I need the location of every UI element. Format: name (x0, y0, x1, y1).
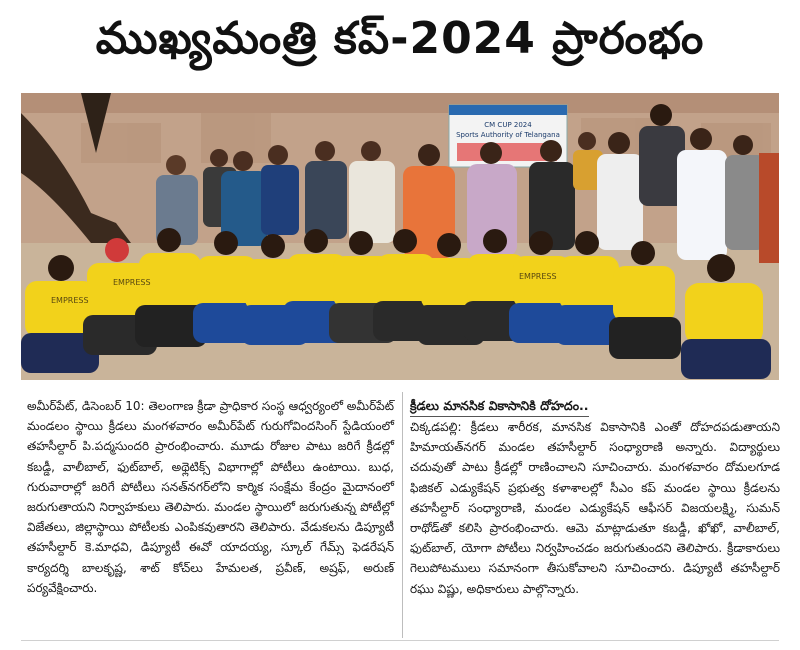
news-photo (21, 93, 779, 380)
column-divider (402, 392, 403, 638)
jersey-text-1: EMPRESS (51, 296, 89, 305)
bottom-rule (21, 640, 779, 641)
article-left-column (27, 396, 394, 598)
jersey-text-3: EMPRESS (519, 272, 557, 281)
article-right-text: చిక్కడపల్లి: క్రీడలు శారీరక, మానసిక వికాసానికి ఎంతో దోహదపడుతాయని హిమాయత్‌నగర్ మండల తహసీల్దార్ సంధ్యారాణి అన్నారు. విద్యార్థులు చదువుతో పాటు క్రీడల్లో రాణించాలని సూచించారు. మంగళవారం దోమలగూడ ఫిజికల్ ఎడ్యుకేషన్ ప్రభుత్వ కళాశాలల్లో సీఎం కప్ మండల స్థాయి క్రీడలను తహసీల్దార్ సంధ్యారాణి, మండల ఎడ్యుకేషన్ ఆఫీసర్ విజయలక్ష్మి, సుమన్ రాథోడ్‌తో కలిసి ప్రారంభించారు. ఆమె మాట్లాడుతూ కబడ్డీ, ఖోఖో, వాలీబాల్, ఫుట్‌బాల్, యోగా పోటీలు నిర్వహించడం జరుగుతుందని తెలిపారు. క్రీడాకారులు గెలుపోటములు సమానంగా తీసుకోవాలని సూచించారు. డిప్యూటీ తహసీల్దార్ రఘు విష్ణు, అధికారులు పాల్గొన్నారు. (410, 420, 780, 596)
banner-line-2: Sports Authority of Telangana (456, 131, 560, 139)
headline: ముఖ్యమంత్రి కప్-2024 ప్రారంభం (95, 13, 705, 64)
article-left-text: అమీర్‌పేట్, డిసెంబర్ 10: తెలంగాణ క్రీడా ప్రాధికార సంస్థ ఆధ్వర్యంలో అమీర్‌పేట్ మండలం స్థాయి క్రీడలు మంగళవారం అమీర్‌పేట్ గురుగోవిందసింగ్ స్టేడియంలో తహసీల్దార్ పి.పద్మసుందరి ప్రారంభించారు. మూడు రోజుల పాటు జరిగే క్రీడల్లో కబడ్డీ, వాలీబాల్, ఫుట్‌బాల్, అథ్లెటిక్స్ విభాగాల్లో పోటీలు ఉంటాయి. బుధ, గురువారాల్లో జరిగే పోటీలు సనత్‌నగర్‌లోని కార్మిక సంక్షేమ కేంద్రం మైదానంలో జరుగుతాయని నిర్వాహకులు తెలిపారు. మండల స్థాయిలో జరుగుతున్న పోటీల్లో విజేతలు, జిల్లాస్థాయి పోటీలకు ఎంపికవుతారని తెలిపారు. వేడుకలను డిప్యూటీ తహసీల్దార్ కె.మాధవి, డిప్యూటీ ఈవో యాదయ్య, స్కూల్ గేమ్స్ ఫెడరేషన్ కార్యదర్శి బాలకృష్ణ, శాట్ కోచ్‌లు హేమలత, ప్రవీణ్, అష్రఫ్, అరుణ్ పర్యవేక్షించారు. (27, 399, 394, 595)
banner-line-1: CM CUP 2024 (484, 121, 532, 129)
jersey-text-2: EMPRESS (113, 278, 151, 287)
article-right-column (410, 396, 780, 599)
article-right-subheading: క్రీడలు మానసిక వికాసానికి దోహదం.. (410, 396, 589, 417)
